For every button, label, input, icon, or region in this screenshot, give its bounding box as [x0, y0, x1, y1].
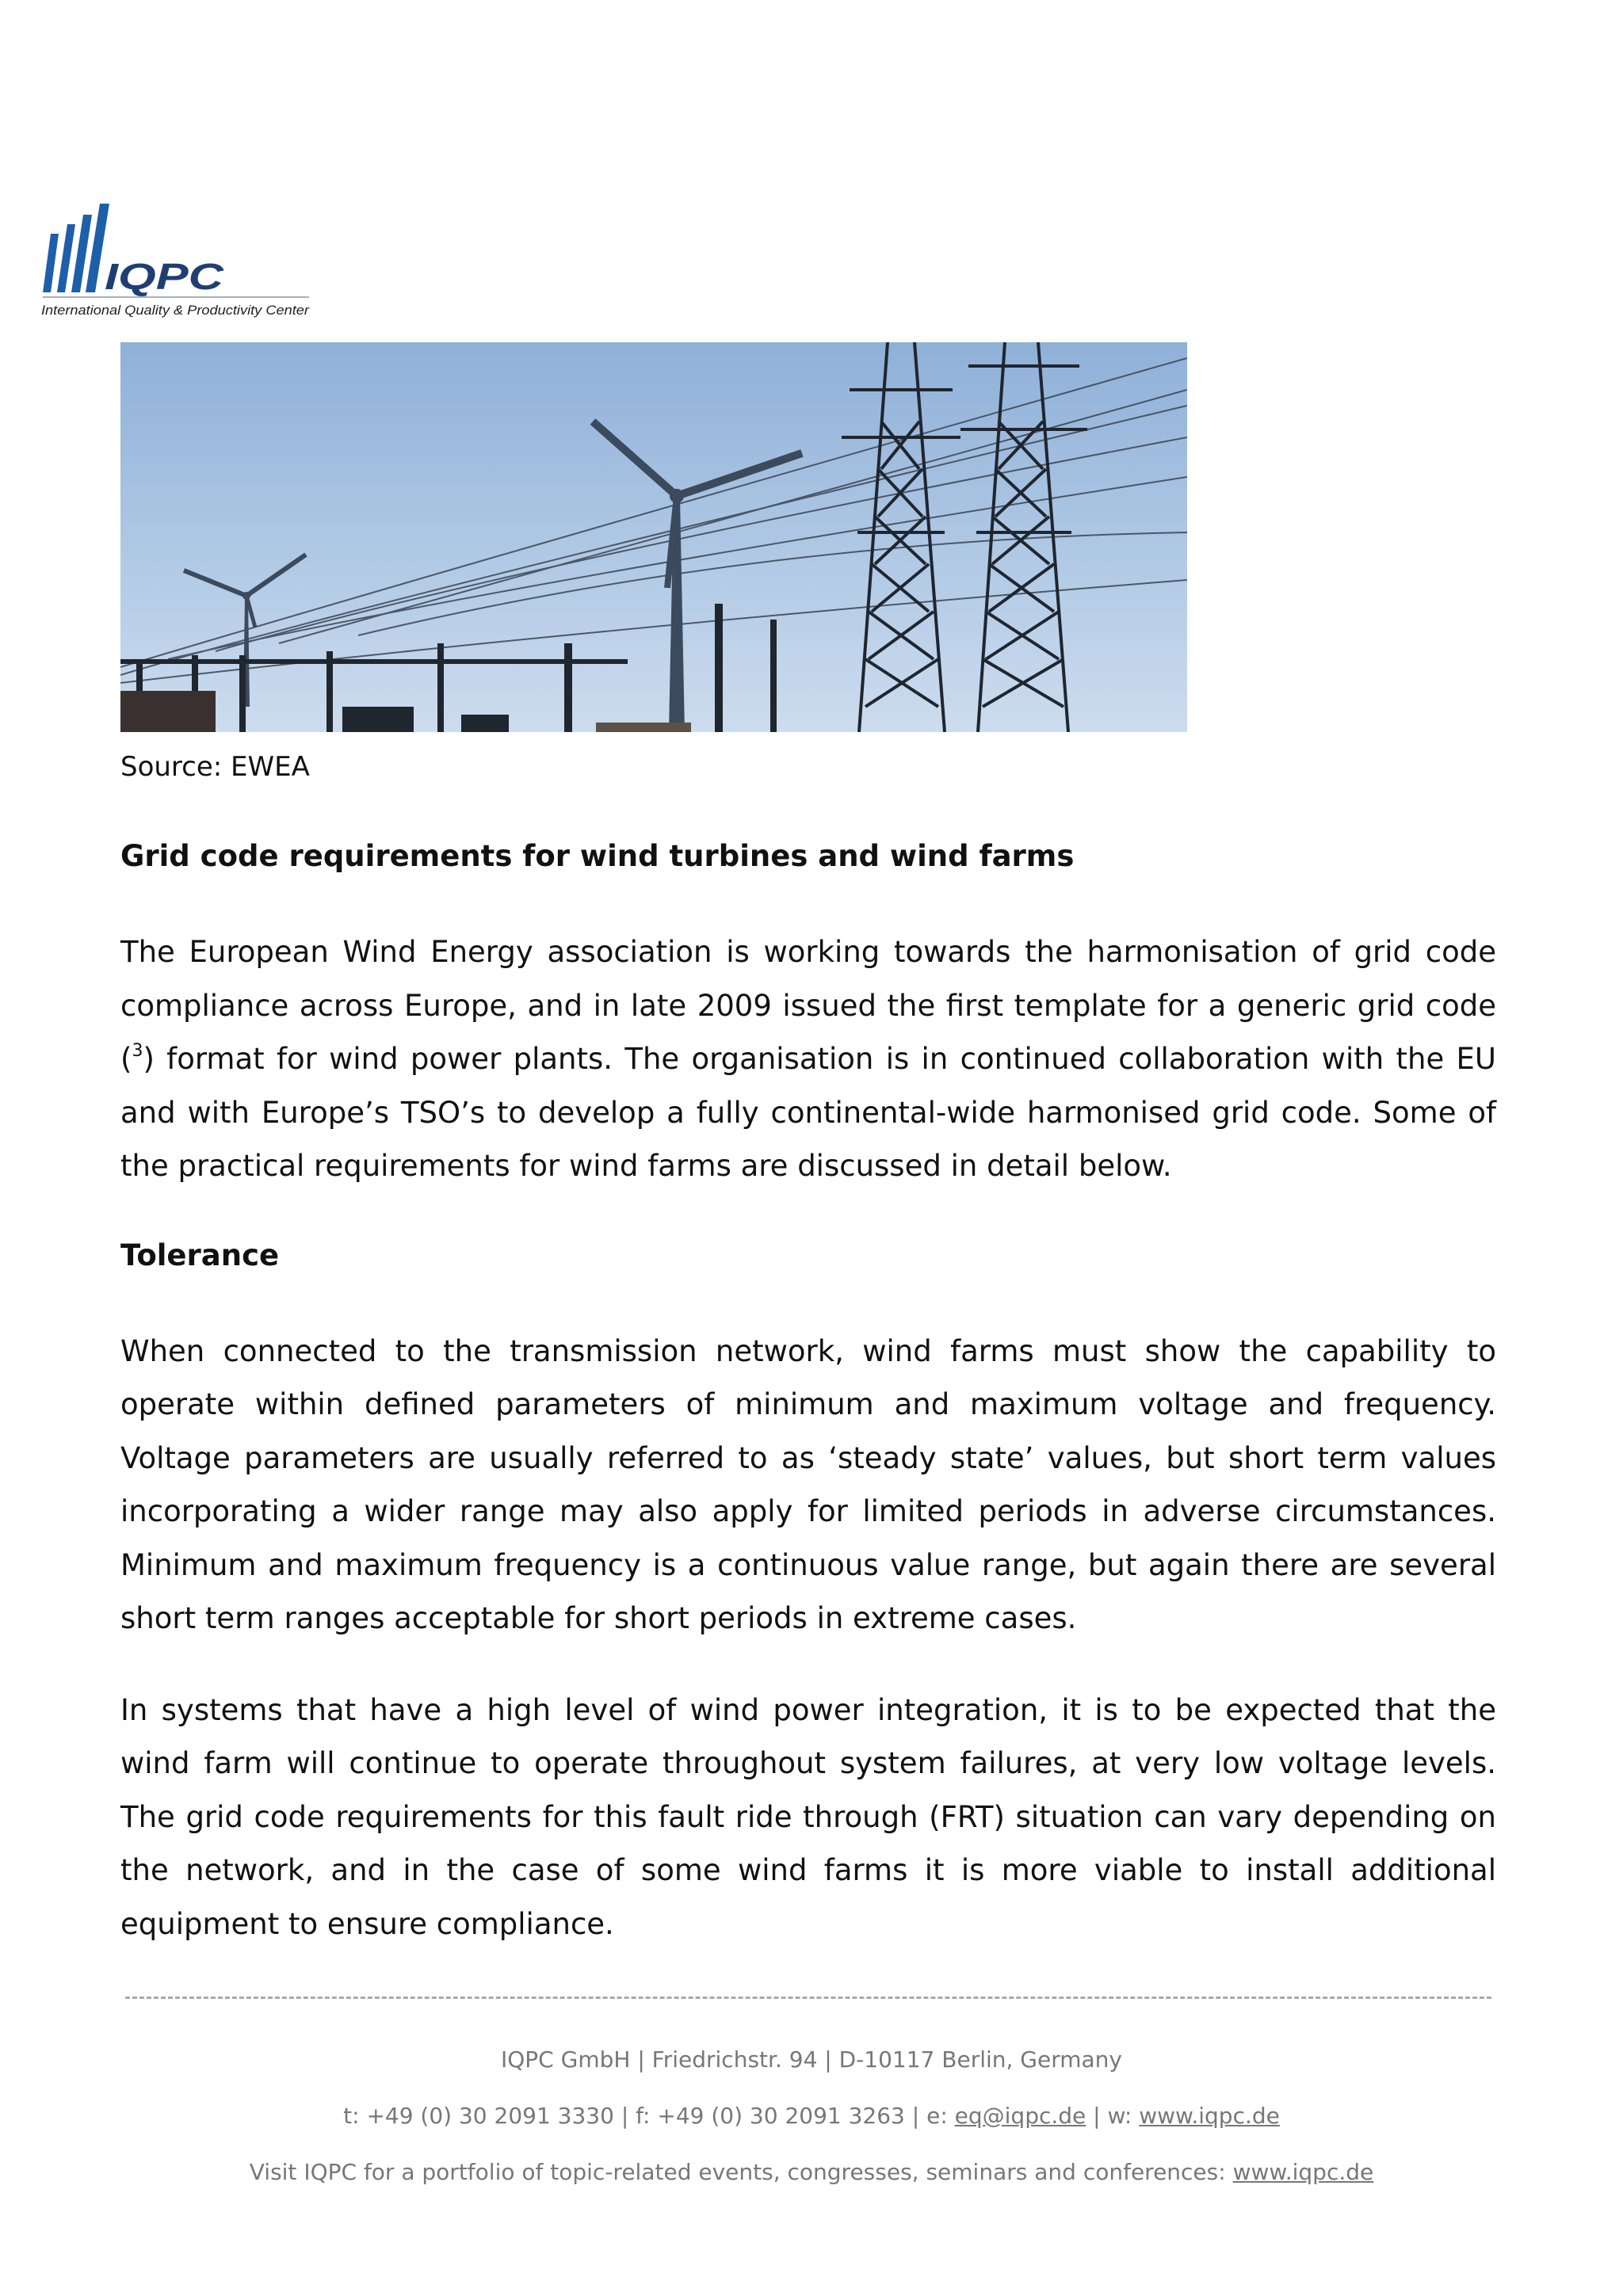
footer-contact-text: t: +49 (0) 30 2091 3330 | f: +49 (0) 30 2091 3263 | e:: [343, 2103, 955, 2129]
iqpc-logo: [40, 204, 325, 322]
footnote-ref: 3: [132, 1041, 143, 1061]
footer-divider: [125, 1997, 1491, 1999]
wind-turbines-power-pylons-photo: [120, 342, 1187, 732]
footer-web-label: | w:: [1086, 2103, 1140, 2129]
footer-email-link[interactable]: eq@iqpc.de: [954, 2103, 1086, 2129]
logo-text: IQPC: [105, 256, 225, 297]
section-heading-grid-code: Grid code requirements for wind turbines and wind farms: [120, 839, 1075, 873]
footer-website-link[interactable]: www.iqpc.de: [1139, 2103, 1280, 2129]
footer-address: IQPC GmbH | Friedrichstr. 94 | D-10117 Berlin, Germany: [500, 2046, 1122, 2073]
footer-visit-link[interactable]: www.iqpc.de: [1232, 2159, 1374, 2185]
logo-stripes-icon: [43, 204, 109, 292]
article-body: [120, 832, 1496, 1989]
paragraph-tolerance-2: In systems that have a high level of wind power integration, it is to be expected that the wind farm will continue to operate throughout system failures, at very low voltage levels. The grid code requirements for this fault ride through (FRT) situation can vary depending on the network, and in the case of some wind farms it is more viable to install additional equipment to ensure compliance.: [120, 1692, 1496, 1941]
paragraph-text: ) format for wind power plants. The organisation is in continued collaboration with the EU and with Europe’s TSO’s to develop a fully continental-wide harmonised grid code. Some of the practical requirements for wind farms are discussed in detail below.: [120, 1042, 1496, 1183]
logo-tagline: International Quality & Productivity Center: [41, 303, 311, 318]
paragraph-tolerance-1: When connected to the transmission network, wind farms must show the capability to operate within defined parameters of minimum and maximum voltage and frequency. Voltage parameters are usually referred to as ‘steady state’ values, but short term values incorporating a wider range may also apply for limited periods in adverse circumstances. Minimum and maximum frequency is a continuous value range, but again there are several short term ranges acceptable for short periods in extreme cases.: [120, 1333, 1496, 1635]
paragraph-grid-code: [120, 925, 1496, 1193]
footer-visit: [0, 2159, 1623, 2186]
figure-caption: Source: EWEA: [120, 751, 310, 783]
footer-contact: [0, 2103, 1623, 2130]
footer-visit-text: Visit IQPC for a portfolio of topic-related events, congresses, seminars and conferences:: [249, 2159, 1233, 2185]
paragraph-text: The European Wind Energy association is working towards the harmonisation of grid code compliance across Europe, and in late 2009 issued the first template for a generic grid code (: [120, 935, 1496, 1076]
section-heading-tolerance: Tolerance: [120, 1238, 280, 1272]
